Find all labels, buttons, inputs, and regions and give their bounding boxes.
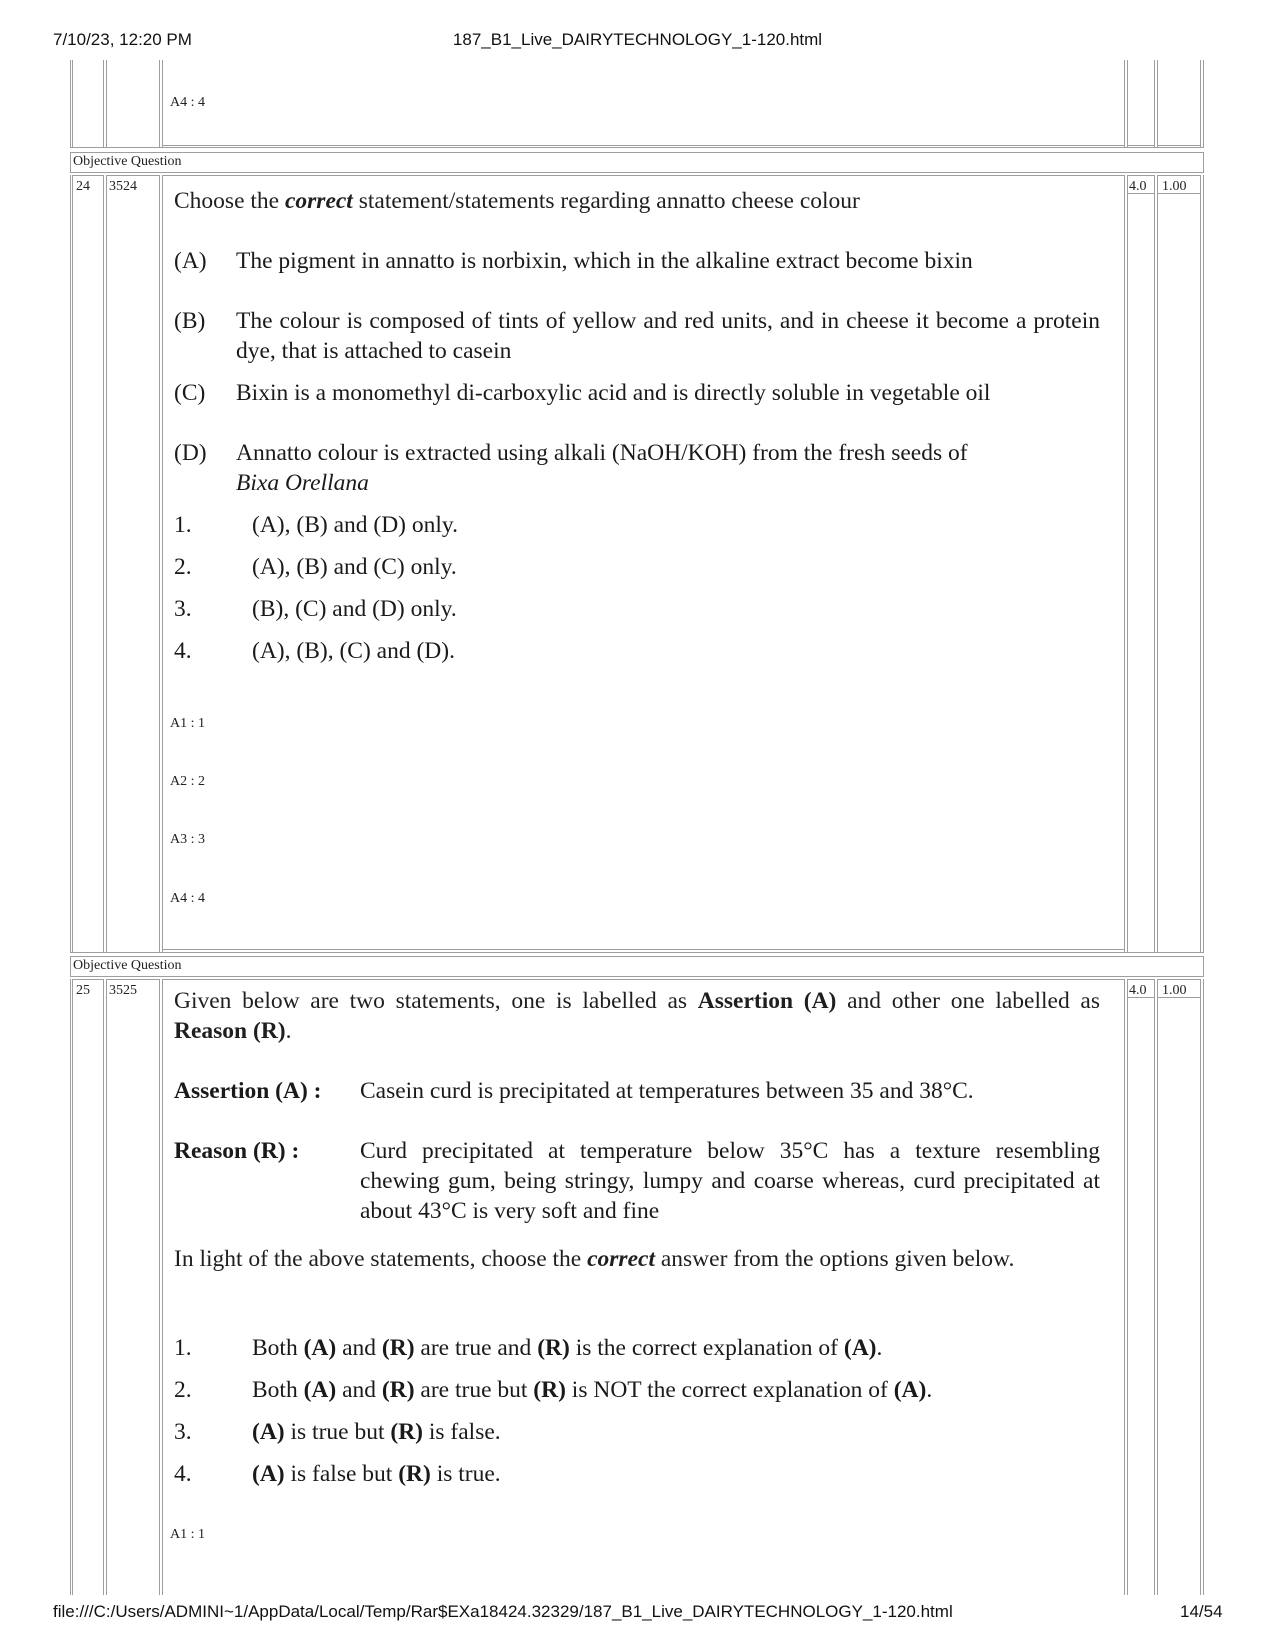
reason-label: Reason (R) :	[174, 1138, 300, 1164]
statement-c-label: (C)	[174, 380, 206, 406]
option-4-number: 4.	[174, 638, 192, 664]
statement-a-text: The pigment in annatto is norbixin, which in the alkaline extract become bixin	[236, 248, 973, 274]
option-4-text: (A) is false but (R) is true.	[252, 1461, 501, 1487]
answer-key-a3: A3 : 3	[170, 832, 205, 847]
option-3-text: (B), (C) and (D) only.	[252, 596, 457, 622]
print-title: 187_B1_Live_DAIRYTECHNOLOGY_1-120.html	[452, 30, 823, 49]
statement-c-text: Bixin is a monomethyl di-carboxylic acid and is directly soluble in vegetable oil	[236, 380, 991, 406]
option-4-number: 4.	[174, 1461, 192, 1487]
option-2-number: 2.	[174, 1377, 192, 1403]
question-stem: Given below are two statements, one is labelled as Assertion (A) and other one labelled as Reason (R).	[174, 988, 1100, 1044]
question-id: 3525	[109, 983, 137, 998]
statement-d-label: (D)	[174, 440, 207, 466]
assertion-label: Assertion (A) :	[174, 1078, 322, 1104]
question-marks: 4.0	[1129, 179, 1147, 194]
option-1-number: 1.	[174, 512, 192, 538]
option-3-number: 3.	[174, 1419, 192, 1445]
answer-key-a1: A1 : 1	[170, 716, 205, 731]
negative-marks: 1.00	[1162, 983, 1187, 998]
option-1-number: 1.	[174, 1335, 192, 1361]
question-stem: Choose the correct statement/statements regarding annatto cheese colour	[174, 188, 860, 214]
question-marks: 4.0	[1129, 983, 1147, 998]
assertion-text: Casein curd is precipitated at temperatures between 35 and 38°C.	[360, 1078, 974, 1104]
option-4-text: (A), (B), (C) and (D).	[252, 638, 455, 664]
negative-marks: 1.00	[1162, 179, 1187, 194]
option-2-text: Both (A) and (R) are true but (R) is NOT the correct explanation of (A).	[252, 1377, 933, 1403]
statement-b-label: (B)	[174, 308, 206, 334]
statement-b-text: The colour is composed of tints of yellow and red units, and in cheese it become a protein dye, that is attached to casein	[236, 308, 1100, 364]
statement-d-text: Annatto colour is extracted using alkali (NaOH/KOH) from the fresh seeds of Bixa Orellana	[236, 440, 968, 496]
question-serial: 24	[76, 179, 90, 194]
print-file-path: file:///C:/Users/ADMINI~1/AppData/Local/Temp/Rar$EXa18424.32329/187_B1_Live_DAIRYTECHNOLOGY_1-120.html	[53, 1602, 953, 1621]
answer-key-prev-a4: A4 : 4	[170, 95, 205, 110]
instruction-text: In light of the above statements, choose the correct answer from the options given below.	[174, 1246, 1015, 1272]
question-serial: 25	[76, 983, 90, 998]
option-3-number: 3.	[174, 596, 192, 622]
option-2-text: (A), (B) and (C) only.	[252, 554, 457, 580]
answer-key-a2: A2 : 2	[170, 774, 205, 789]
section-label: Objective Question	[73, 958, 182, 973]
question-id: 3524	[109, 179, 137, 194]
answer-key-a4: A4 : 4	[170, 891, 205, 906]
print-datetime: 7/10/23, 12:20 PM	[53, 30, 192, 49]
option-1-text: (A), (B) and (D) only.	[252, 512, 459, 538]
option-3-text: (A) is true but (R) is false.	[252, 1419, 501, 1445]
reason-text: Curd precipitated at temperature below 35°C has a texture resembling chewing gum, being stringy, lumpy and coarse whereas, curd precipitated at about 43°C is very soft and fine	[360, 1138, 1100, 1224]
option-2-number: 2.	[174, 554, 192, 580]
option-1-text: Both (A) and (R) are true and (R) is the correct explanation of (A).	[252, 1335, 883, 1361]
answer-key-a1: A1 : 1	[170, 1527, 205, 1542]
section-label: Objective Question	[73, 154, 182, 169]
print-page-number: 14/54	[1180, 1602, 1223, 1621]
statement-a-label: (A)	[174, 248, 207, 274]
